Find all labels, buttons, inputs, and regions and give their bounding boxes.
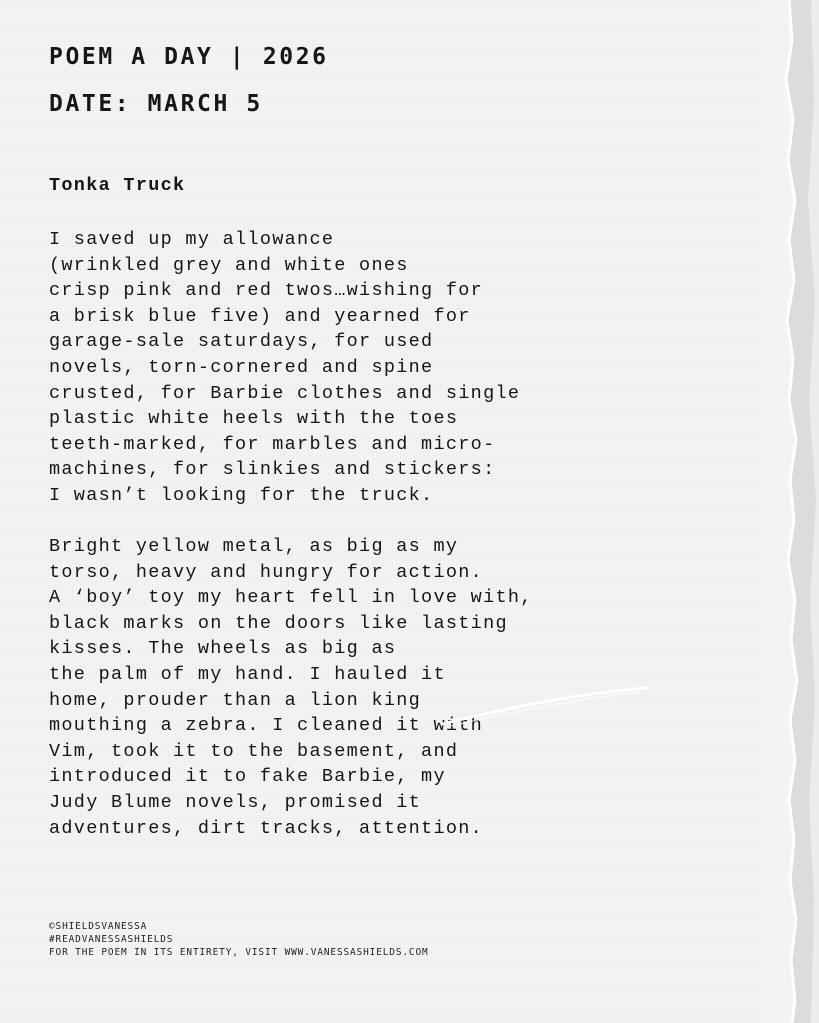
poem-line: Bright yellow metal, as big as my bbox=[49, 536, 459, 557]
poem-line: introduced it to fake Barbie, my bbox=[49, 766, 446, 788]
poem-line: teeth-marked, for marbles and micro- bbox=[49, 433, 496, 455]
poem-line: Vim, took it to the basement, and bbox=[49, 740, 459, 762]
poem-line: black marks on the doors like lasting bbox=[49, 612, 508, 634]
poem-line: mouthing a zebra. I cleaned it with bbox=[49, 715, 484, 737]
poem-line: crisp pink and red twos…wishing for bbox=[49, 280, 484, 302]
poem-line: novels, torn-cornered and spine bbox=[49, 356, 434, 378]
poem-title: Tonka Truck bbox=[49, 175, 186, 196]
poem-line: (wrinkled grey and white ones bbox=[49, 254, 409, 276]
poem-line: torso, heavy and hungry for action. bbox=[49, 561, 484, 583]
poem-line: the palm of my hand. I hauled it bbox=[49, 663, 446, 685]
poem-line: home, prouder than a lion king bbox=[49, 689, 422, 711]
footer-website-note: FOR THE POEM IN ITS ENTIRETY, VISIT WWW.VANESSASHIELDS.COM bbox=[49, 947, 429, 958]
poem-line: plastic white heels with the toes bbox=[49, 408, 459, 430]
poem-line: garage-sale saturdays, for used bbox=[49, 331, 434, 353]
poem-line: adventures, dirt tracks, attention. bbox=[49, 817, 484, 839]
footer-credits bbox=[49, 920, 429, 959]
paper-crease-streak bbox=[440, 680, 650, 730]
poem-line: crusted, for Barbie clothes and single bbox=[49, 382, 521, 404]
footer-copyright: ©SHIELDSVANESSA bbox=[49, 921, 148, 932]
poem-line: Judy Blume novels, promised it bbox=[49, 791, 422, 813]
poem-line: machines, for slinkies and stickers: bbox=[49, 459, 496, 481]
poem-line: A ‘boy’ toy my heart fell in love with, bbox=[49, 587, 533, 609]
torn-paper-edge bbox=[759, 0, 819, 1023]
poem-stanza-1 bbox=[49, 227, 520, 509]
footer-hashtag: #READVANESSASHIELDS bbox=[49, 934, 174, 945]
poem-line: I wasn’t looking for the truck. bbox=[49, 484, 434, 506]
header-title: POEM A DAY | 2026 bbox=[49, 44, 329, 70]
poem-line: I saved up my allowance bbox=[49, 229, 335, 250]
poem-line: a brisk blue five) and yearned for bbox=[49, 305, 471, 327]
header-date: DATE: MARCH 5 bbox=[49, 91, 263, 117]
poem-line: kisses. The wheels as big as bbox=[49, 638, 397, 660]
